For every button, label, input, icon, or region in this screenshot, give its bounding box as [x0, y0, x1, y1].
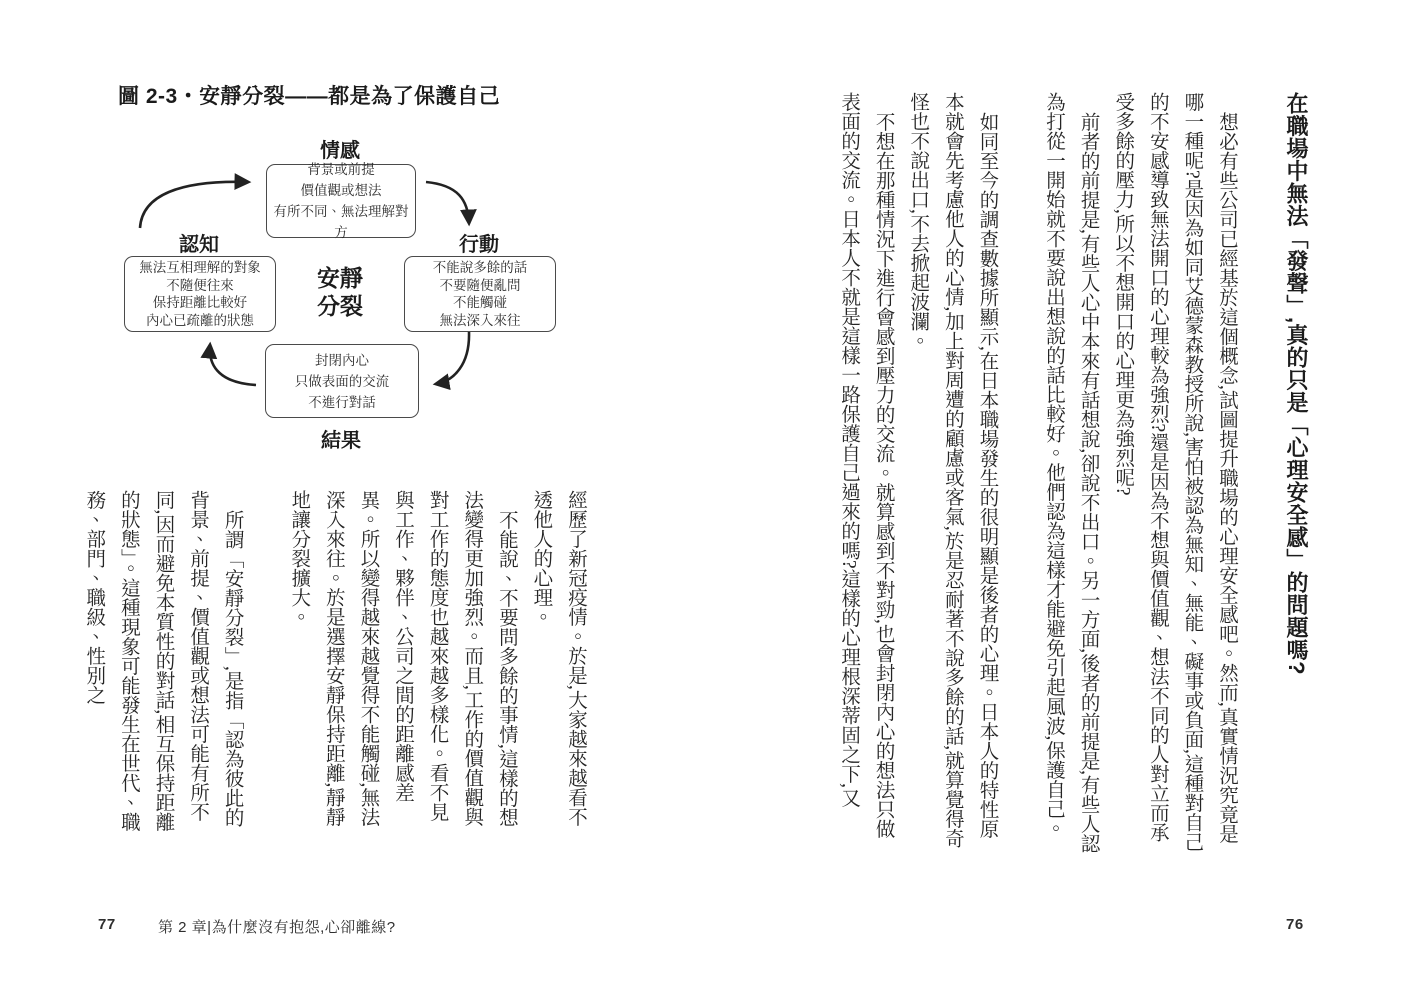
- figure-center-line2: 分裂: [317, 293, 363, 319]
- figure-box-cognition-line: 保持距離比較好: [152, 295, 248, 310]
- figure-box-emotion-line: 價值觀或想法: [300, 183, 382, 198]
- figure-box-action-line: 不能說多餘的話: [432, 260, 528, 275]
- figure-box-action-line: 無法深入來往: [439, 312, 521, 328]
- paragraph: 前者的前提是,有些人心中本來有話想說,卻說不出口。另一方面,後者的前提是,有些人認為打從一開始就不要說出想說的話比較好。他們認為這樣才能避免引起風波,保護自己。: [1043, 92, 1099, 853]
- figure-box-cognition-line: 無法互相理解的對象: [139, 260, 261, 275]
- figure-box-cognition-line: 不隨便往來: [166, 277, 234, 293]
- paragraph: 不能說、不要問多餘的事情,這樣的想法變得更加強烈。而且,工作的價值觀與對工作的態度也越來越多樣化。看不見與工作、夥伴、公司之間的距離感差異。所以變得越來越覺得不能觸碰,無法深入來往。於是選擇安靜保持距離,靜靜地讓分裂擴大。: [288, 490, 517, 827]
- figure-box-result-line: 不進行對話: [308, 394, 376, 410]
- left-page-body-text: [76, 490, 592, 834]
- figure-box-result-line: 只做表面的交流: [294, 373, 390, 389]
- figure-node-label-action: 行動: [459, 234, 499, 256]
- paragraph: 如同至今的調查數據所顯示,在日本職場發生的很明顯是後者的心理。日本人的特性原本就會先考慮他人的心情,加上對周遭的顧慮或客氣,於是忍耐著不說多餘的話,就算覺得奇怪也不說出口,不去掀起波瀾。: [907, 92, 998, 848]
- figure-node-label-emotion: 情感: [320, 140, 360, 162]
- paragraph: 想必有些公司已經基於這個概念,試圖提升職場的心理安全感吧。然而,真實情況究竟是哪一種呢?是因為如同艾德蒙森教授所說,害怕被認為無知、無能、礙事或負面,這種對自己的不安感導致無法開口的心理較為強烈?還是因為不想與價值觀、想法不同的人對立而承受多餘的壓力,所以不想開口的心理更為強烈呢?: [1112, 92, 1237, 852]
- right-page-body-text: [830, 92, 1319, 856]
- paragraph: 經歷了新冠疫情。於是,大家越來越看不透他人的心理。: [530, 490, 586, 827]
- arrow-action-to-result: [436, 332, 469, 384]
- figure-node-label-result: 結果: [321, 430, 361, 452]
- paragraph: 不想在那種情況下進行會感到壓力的交流。就算感到不對勁,也會封閉內心的想法只做表面的交流。日本人不就是這樣一路保護自己過來的嗎?這樣的心理根深蒂固之下,又: [838, 92, 894, 838]
- figure-cycle-arrows: [100, 140, 580, 460]
- figure-box-result-line: 封閉內心: [315, 352, 369, 368]
- figure-box-cognition-line: 內心已疏離的狀態: [146, 312, 254, 328]
- arrow-emotion-to-action: [426, 182, 469, 223]
- left-page-number: 77: [98, 916, 116, 933]
- figure-box-emotion-line: 背景或前提: [307, 162, 375, 177]
- right-page-number: 76: [1286, 916, 1304, 933]
- paragraph: 所謂「安靜分裂」,是指「認為彼此的背景、前提、價值觀或想法可能有所不同,因而避免本質性的對話,相互保持距離的狀態」。這種現象可能發生在世代、職務、部門、職級、性別之: [83, 490, 243, 832]
- figure-node-label-cognition: 認知: [179, 234, 219, 256]
- arrow-result-to-cognition: [210, 345, 256, 385]
- chapter-footer: 第 2 章|為什麼沒有抱怨,心卻離線?: [158, 919, 396, 936]
- figure-title: 圖 2-3・安靜分裂——都是為了保護自己: [118, 85, 501, 108]
- figure-box-action-line: 不要隨便亂問: [439, 277, 521, 293]
- arrow-cognition-to-emotion: [140, 182, 248, 228]
- section-title: 在職場中無法「發聲」,真的只是「心理安全感」的問題嗎?: [1284, 92, 1309, 676]
- figure-center-line1: 安靜: [317, 265, 363, 291]
- figure-box-emotion-line: 有所不同、無法理解對方: [273, 204, 409, 240]
- figure-box-action-line: 不能觸碰: [453, 295, 507, 310]
